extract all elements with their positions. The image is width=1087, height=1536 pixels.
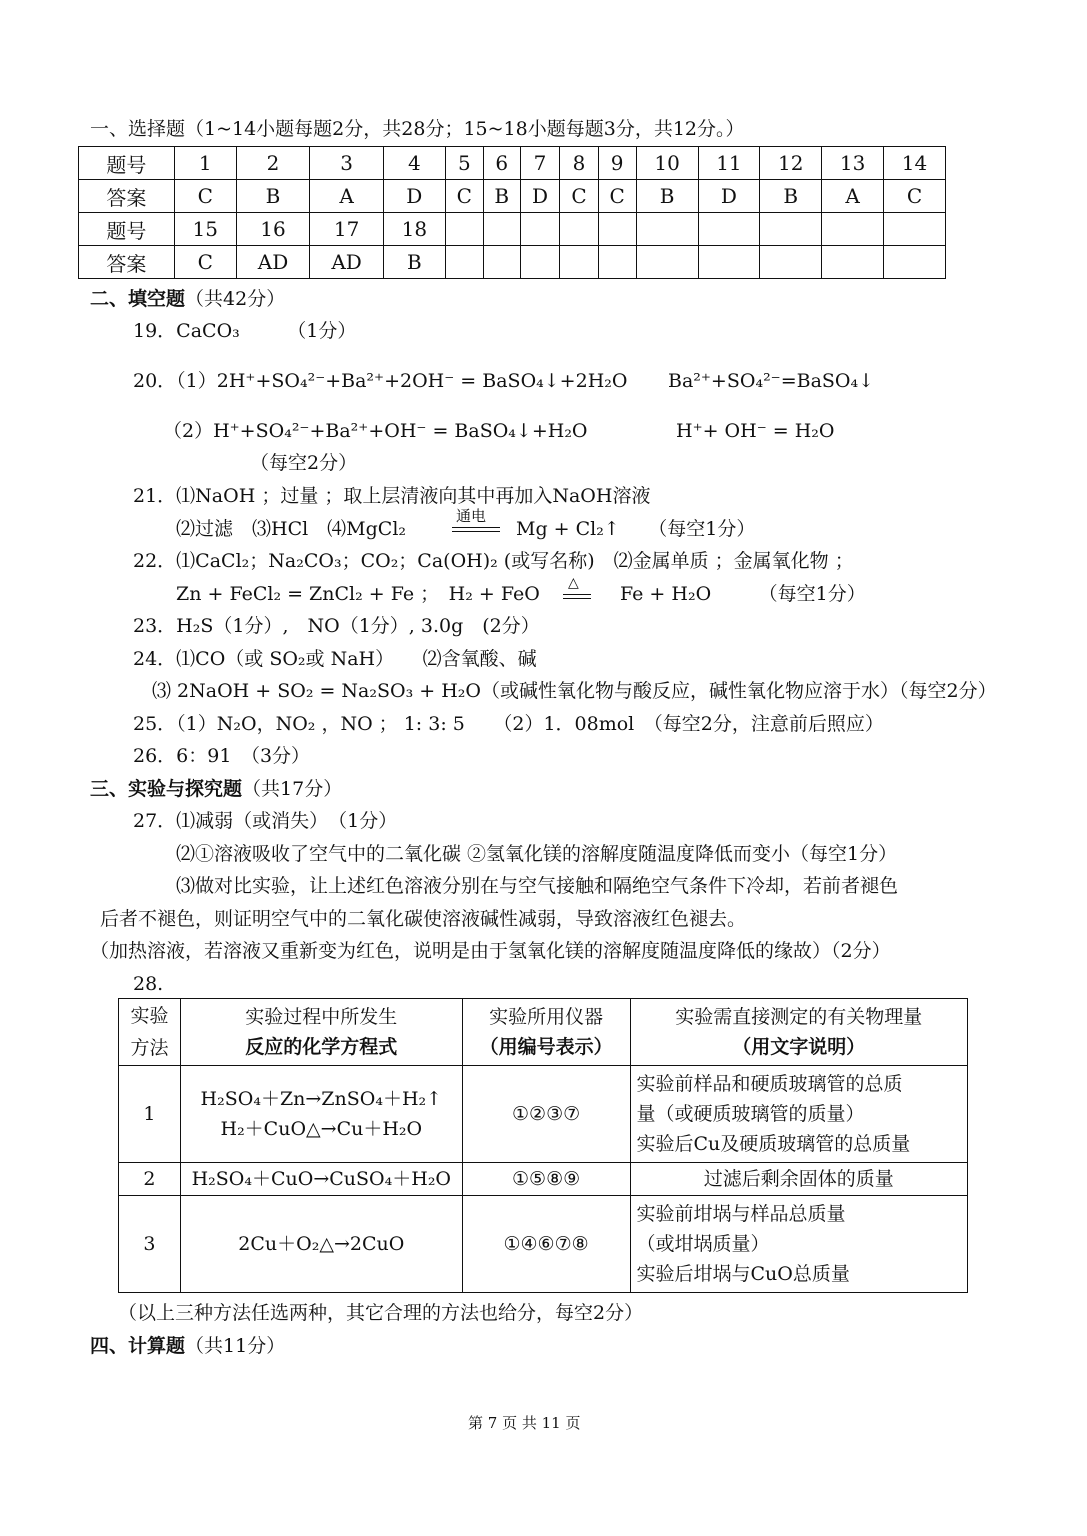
q20-2-b: H⁺+ OH⁻ = H₂O bbox=[676, 420, 835, 442]
row1-measure bbox=[630, 1066, 968, 1163]
answer-cell: C bbox=[560, 180, 598, 213]
answer-cell bbox=[445, 213, 483, 246]
answer-cell: A bbox=[310, 180, 384, 213]
answer-cell: 10 bbox=[636, 147, 698, 180]
section-3-title: 三、实验与探究题 bbox=[90, 778, 243, 800]
answer-cell bbox=[483, 213, 520, 246]
q20-1-b: Ba²⁺+SO₄²⁻=BaSO₄↓ bbox=[668, 370, 875, 392]
header-method-text: 实验方法 bbox=[130, 1005, 169, 1059]
answer-cell: C bbox=[884, 180, 946, 213]
row1-m1: 实验前样品和硬质玻璃管的总质 bbox=[636, 1073, 903, 1095]
answer-cell: 15 bbox=[174, 213, 236, 246]
answer-cell bbox=[698, 213, 760, 246]
header-measure-line2: （用文字说明） bbox=[732, 1036, 866, 1058]
answer-cell bbox=[598, 213, 636, 246]
section-1-heading: 一、选择题（1~14小题每题2分，共28分；15~18小题每题3分，共12分。） bbox=[90, 118, 745, 140]
header-equation bbox=[180, 999, 462, 1066]
row-label-cell: 题号 bbox=[79, 213, 175, 246]
q22-condition: △ bbox=[568, 575, 579, 591]
answer-cell bbox=[560, 213, 598, 246]
answer-cell: C bbox=[598, 180, 636, 213]
answer-row bbox=[79, 147, 946, 180]
answer-row bbox=[79, 246, 946, 279]
section-4-title: 四、计算题 bbox=[90, 1335, 186, 1357]
answer-cell bbox=[822, 213, 884, 246]
header-measure-line1: 实验需直接测定的有关物理量 bbox=[675, 1006, 923, 1028]
row2-method: 2 bbox=[119, 1163, 181, 1196]
answer-cell bbox=[698, 246, 760, 279]
answer-cell: C bbox=[174, 180, 236, 213]
section-4-heading bbox=[90, 1333, 285, 1359]
row1-instruments: ①②③⑦ bbox=[462, 1066, 630, 1163]
q23: 23．H₂S（1分）, NO（1分）, 3.0g (2分） bbox=[133, 615, 540, 637]
q22-b2: Fe + H₂O （每空1分） bbox=[620, 583, 866, 605]
header-instrument bbox=[462, 999, 630, 1066]
q27-a: 27．⑴减弱（或消失） （1分） bbox=[133, 810, 398, 832]
answer-cell: 8 bbox=[560, 147, 598, 180]
row3-instruments: ①④⑥⑦⑧ bbox=[462, 1196, 630, 1293]
row2-measure: 过滤后剩余固体的质量 bbox=[630, 1163, 968, 1196]
q22-a: 22．⑴CaCl₂；Na₂CO₃；CO₂；Ca(OH)₂ (或写名称) ⑵金属单质 ；金属氧化物 ； bbox=[133, 550, 854, 572]
q28: 28. bbox=[133, 973, 164, 995]
header-instrument-line2: （用编号表示） bbox=[479, 1036, 613, 1058]
q27-e: （加热溶液，若溶液又重新变为红色，说明是由于氢氧化镁的溶解度随温度降低的缘故）（2分） bbox=[90, 940, 891, 962]
answer-row bbox=[79, 180, 946, 213]
header-equation-line1: 实验过程中所发生 bbox=[245, 1006, 398, 1028]
row3-m2: （或坩埚质量） bbox=[636, 1233, 770, 1255]
section-4-score: （共11分） bbox=[185, 1335, 286, 1357]
section-3-score: （共17分） bbox=[242, 778, 343, 800]
answer-cell bbox=[822, 246, 884, 279]
answer-cell: B bbox=[636, 180, 698, 213]
row3-equation: 2Cu＋O₂△→2CuO bbox=[180, 1196, 462, 1293]
answer-cell: A bbox=[822, 180, 884, 213]
answer-cell: AD bbox=[236, 246, 310, 279]
row1-m2: 量（或硬质玻璃管的质量） bbox=[636, 1103, 865, 1125]
row-label-cell: 题号 bbox=[79, 147, 175, 180]
q21-a: 21．⑴NaOH ；过量 ；取上层清液向其中再加入NaOH溶液 bbox=[133, 485, 651, 507]
row1-equation bbox=[180, 1066, 462, 1163]
q28-note: （以上三种方法任选两种，其它合理的方法也给分，每空2分） bbox=[118, 1302, 644, 1324]
header-instrument-line1: 实验所用仪器 bbox=[489, 1006, 604, 1028]
row3-m3: 实验后坩埚与CuO总质量 bbox=[636, 1263, 850, 1285]
row2-instruments: ①⑤⑧⑨ bbox=[462, 1163, 630, 1196]
answer-cell bbox=[760, 213, 822, 246]
answer-cell bbox=[884, 246, 946, 279]
q24-a: 24．⑴CO（或 SO₂或 NaH） ⑵含氧酸、碱 bbox=[133, 648, 537, 670]
section-3-heading bbox=[90, 776, 342, 802]
answer-cell: 4 bbox=[383, 147, 445, 180]
section-2-heading bbox=[90, 286, 285, 312]
answer-cell bbox=[598, 246, 636, 279]
answer-cell: 7 bbox=[520, 147, 560, 180]
answer-cell bbox=[884, 213, 946, 246]
q20-note: （每空2分） bbox=[250, 452, 358, 474]
row-label-cell: 答案 bbox=[79, 246, 175, 279]
row3-m1: 实验前坩埚与样品总质量 bbox=[636, 1203, 846, 1225]
answer-cell: B bbox=[760, 180, 822, 213]
row3-method: 3 bbox=[119, 1196, 181, 1293]
row-label-cell: 答案 bbox=[79, 180, 175, 213]
q25: 25．（1）N₂O，NO₂ ，NO ； 1: 3: 5 （2）1．08mol （每空2分，注意前后照应） bbox=[133, 713, 884, 735]
section-2-title: 二、填空题 bbox=[90, 288, 186, 310]
answer-cell: B bbox=[483, 180, 520, 213]
answer-cell bbox=[760, 246, 822, 279]
answer-table bbox=[78, 146, 946, 279]
answer-cell: 11 bbox=[698, 147, 760, 180]
q27-d: 后者不褪色，则证明空气中的二氧化碳使溶液碱性减弱，导致溶液红色褪去。 bbox=[100, 908, 747, 930]
answer-cell bbox=[520, 213, 560, 246]
answer-cell bbox=[560, 246, 598, 279]
answer-cell: 16 bbox=[236, 213, 310, 246]
q21-b1: ⑵过滤 ⑶HCl ⑷MgCl₂ bbox=[176, 518, 407, 540]
row1-method: 1 bbox=[119, 1066, 181, 1163]
answer-cell: D bbox=[383, 180, 445, 213]
q27-c: ⑶做对比实验，让上述红色溶液分别在与空气接触和隔绝空气条件下冷却，若前者褪色 bbox=[176, 875, 899, 897]
answer-cell: B bbox=[383, 246, 445, 279]
experiment-table bbox=[118, 998, 968, 1293]
equal-sign-arrow bbox=[452, 527, 500, 532]
answer-cell: 3 bbox=[310, 147, 384, 180]
q21-b2: Mg + Cl₂↑ （每空1分） bbox=[516, 518, 756, 540]
answer-cell: D bbox=[698, 180, 760, 213]
row1-eq1: H₂SO₄＋Zn→ZnSO₄＋H₂↑ bbox=[200, 1088, 443, 1110]
answer-cell bbox=[636, 213, 698, 246]
row3-measure bbox=[630, 1196, 968, 1293]
q22-b1: Zn + FeCl₂ = ZnCl₂ + Fe ； H₂ + FeO bbox=[176, 583, 540, 605]
header-equation-line2: 反应的化学方程式 bbox=[245, 1036, 398, 1058]
answer-cell bbox=[636, 246, 698, 279]
exp-row-2 bbox=[119, 1163, 968, 1196]
answer-cell: AD bbox=[310, 246, 384, 279]
q27-b: ⑵①溶液吸收了空气中的二氧化碳 ②氢氧化镁的溶解度随温度降低而变小（每空1分） bbox=[176, 843, 898, 865]
q24-b: ⑶ 2NaOH + SO₂ = Na₂SO₃ + H₂O（或碱性氧化物与酸反应，碱性氧化物应溶于水）（每空2分） bbox=[152, 680, 997, 702]
q21-condition: 通电 bbox=[456, 507, 487, 525]
row1-eq2: H₂＋CuO△→Cu＋H₂O bbox=[220, 1118, 423, 1140]
q19: 19．CaCO₃ （1分） bbox=[133, 320, 357, 342]
header-method bbox=[119, 999, 181, 1066]
answer-row bbox=[79, 213, 946, 246]
row2-equation: H₂SO₄＋CuO→CuSO₄＋H₂O bbox=[180, 1163, 462, 1196]
answer-cell bbox=[445, 246, 483, 279]
answer-cell bbox=[483, 246, 520, 279]
answer-cell: 13 bbox=[822, 147, 884, 180]
answer-cell: 18 bbox=[383, 213, 445, 246]
answer-cell: 5 bbox=[445, 147, 483, 180]
page-footer: 第 7 页 共 11 页 bbox=[468, 1414, 581, 1432]
section-2-score: （共42分） bbox=[185, 288, 286, 310]
exp-header-row bbox=[119, 999, 968, 1066]
answer-cell: D bbox=[520, 180, 560, 213]
answer-cell: 14 bbox=[884, 147, 946, 180]
q20-1-a: 20．（1）2H⁺+SO₄²⁻+Ba²⁺+2OH⁻ = BaSO₄↓+2H₂O bbox=[133, 370, 628, 392]
answer-cell: C bbox=[445, 180, 483, 213]
answer-cell: 6 bbox=[483, 147, 520, 180]
answer-cell: 17 bbox=[310, 213, 384, 246]
answer-cell: B bbox=[236, 180, 310, 213]
answer-cell: 9 bbox=[598, 147, 636, 180]
answer-cell bbox=[520, 246, 560, 279]
answer-cell: C bbox=[174, 246, 236, 279]
answer-cell: 1 bbox=[174, 147, 236, 180]
answer-cell: 12 bbox=[760, 147, 822, 180]
answer-cell: 2 bbox=[236, 147, 310, 180]
header-measure bbox=[630, 999, 968, 1066]
exp-row-1 bbox=[119, 1066, 968, 1163]
q20-2-a: （2）H⁺+SO₄²⁻+Ba²⁺+OH⁻ = BaSO₄↓+H₂O bbox=[163, 420, 588, 442]
exp-row-3 bbox=[119, 1196, 968, 1293]
q26: 26．6：91 （3分） bbox=[133, 745, 311, 767]
row1-m3: 实验后Cu及硬质玻璃管的总质量 bbox=[636, 1133, 911, 1155]
equal-sign-arrow-2 bbox=[563, 594, 591, 599]
